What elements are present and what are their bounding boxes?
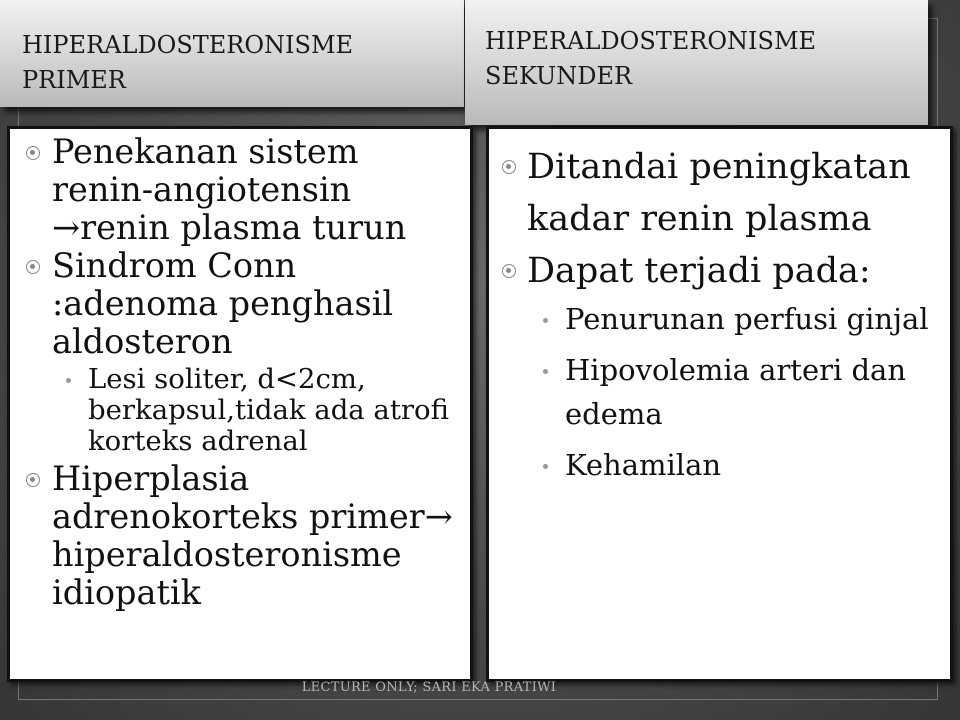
- sub-bullet-text: Kehamilan: [565, 448, 722, 482]
- left-bullet-list: [10, 129, 470, 612]
- bullet-item: [527, 245, 942, 487]
- bullet-item: [52, 247, 462, 460]
- left-content-box: [7, 126, 473, 682]
- sub-bullet-list: [52, 361, 462, 460]
- sub-bullet-item: [565, 297, 942, 341]
- footer-credit: LECTURE ONLY; SARI EKA PRATIWI: [301, 680, 557, 695]
- sub-bullet-text: Hipovolemia arteri dan edema: [565, 353, 907, 431]
- bullet-text: Dapat terjadi pada:: [527, 251, 871, 291]
- right-bullet-list: [489, 129, 950, 487]
- bullet-item: [52, 460, 462, 612]
- dot-bullet-icon: [543, 369, 548, 374]
- sub-bullet-text: Penurunan perfusi ginjal: [565, 302, 929, 336]
- sub-bullet-item: [565, 443, 942, 487]
- bullet-text: Ditandai peningkatan kadar renin plasma: [527, 147, 911, 239]
- circle-bullet-icon: [502, 264, 516, 278]
- circle-bullet-icon: [26, 473, 40, 487]
- circle-bullet-icon: [26, 146, 40, 160]
- right-column-title: HIPERALDOSTERONISME SEKUNDER: [485, 27, 817, 90]
- left-column-header: [0, 0, 464, 107]
- bullet-item: [527, 141, 942, 245]
- right-column-header: [465, 0, 928, 125]
- sub-bullet-item: [565, 348, 942, 436]
- circle-bullet-icon: [26, 260, 40, 274]
- right-content-box: [486, 126, 953, 682]
- sub-bullet-item: [88, 364, 462, 457]
- bullet-text: Penekanan sistem renin-angiotensin →renin plasma turun: [52, 132, 407, 247]
- bullet-text: Sindrom Conn :adenoma penghasil aldosteron: [52, 246, 394, 361]
- dot-bullet-icon: [543, 318, 548, 323]
- bullet-text: Hiperplasia adrenokorteks primer→ hiperaldosteronisme idiopatik: [52, 459, 453, 612]
- left-column-title: HIPERALDOSTERONISME PRIMER: [22, 31, 354, 94]
- sub-bullet-text: Lesi soliter, d<2cm, berkapsul,tidak ada atrofi korteks adrenal: [88, 363, 449, 457]
- dot-bullet-icon: [66, 378, 71, 383]
- dot-bullet-icon: [543, 464, 548, 469]
- bullet-item: [52, 133, 462, 247]
- sub-bullet-list: [527, 297, 942, 487]
- circle-bullet-icon: [502, 160, 516, 174]
